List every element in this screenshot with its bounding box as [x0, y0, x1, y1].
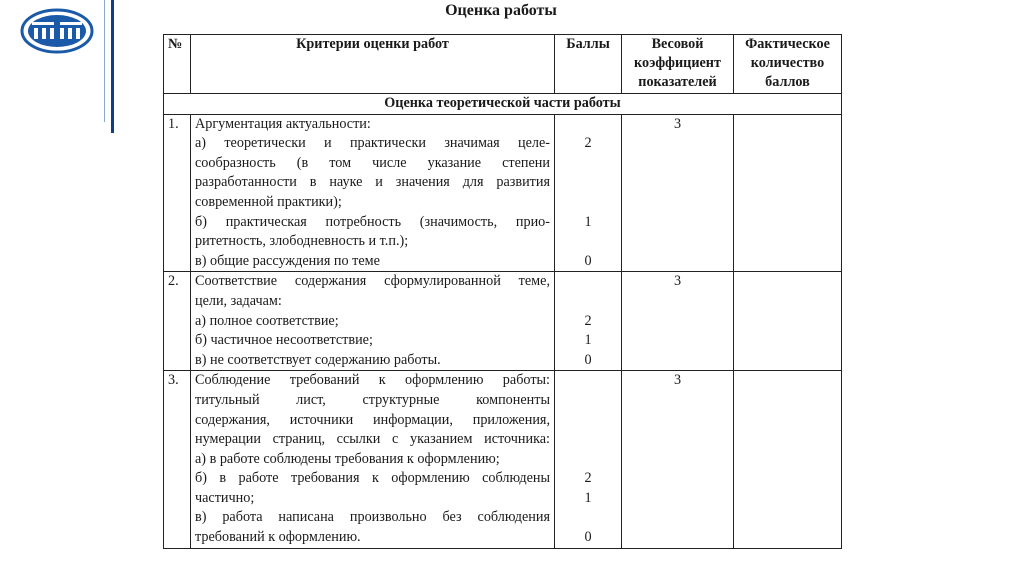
table-row — [164, 272, 842, 371]
criteria-line: а) полное соответствие; — [195, 312, 339, 329]
points-value: 2 — [584, 470, 592, 487]
criteria-line: а) в работе соблюдены требования к оформлению; — [195, 450, 500, 467]
points-value — [559, 232, 617, 252]
points-value — [559, 450, 617, 470]
points-value — [559, 154, 617, 174]
table-row — [164, 114, 842, 272]
criteria-line: Соответствие содержания сформулированной теме, — [195, 273, 550, 290]
criteria-line: б) практическая потребность (значимость, прио- — [195, 213, 550, 230]
row-number: 3. — [164, 371, 191, 548]
points-value: 1 — [584, 489, 592, 506]
criteria-line: ритетность, злободневность и т.п.); — [195, 233, 409, 250]
header-row — [164, 35, 842, 94]
decor-line-thin — [104, 0, 105, 122]
points-value — [559, 193, 617, 213]
points-value: 0 — [584, 252, 592, 269]
criteria-line: в) не соответствует содержанию работы. — [195, 351, 441, 368]
criteria-line: современной практики); — [195, 193, 342, 210]
row-criteria — [191, 272, 555, 371]
row-criteria — [191, 371, 555, 548]
points-value: 1 — [584, 332, 592, 349]
grading-table — [163, 34, 842, 549]
section-title: Оценка теоретической части работы — [164, 94, 842, 115]
points-value — [559, 173, 617, 193]
row-weight: 3 — [622, 114, 734, 272]
row-actual — [734, 114, 842, 272]
points-value: 0 — [584, 529, 592, 546]
row-number: 1. — [164, 114, 191, 272]
section-row — [164, 94, 842, 115]
points-value — [559, 115, 617, 135]
criteria-line: в) работа написана произвольно без соблюдения — [195, 509, 550, 526]
points-value — [559, 272, 617, 292]
points-value: 2 — [584, 135, 592, 152]
points-value — [559, 411, 617, 431]
criteria-line: частично; — [195, 489, 255, 506]
row-points — [555, 114, 622, 272]
header-actual: Фактическое количество баллов — [734, 35, 842, 94]
row-actual — [734, 371, 842, 548]
points-value: 1 — [584, 213, 592, 230]
points-value: 0 — [584, 351, 592, 368]
header-num: № — [164, 35, 191, 94]
criteria-line: Аргументация актуальности: — [195, 115, 371, 132]
criteria-line: разработанности в науке и значения для развития — [195, 174, 550, 191]
points-value — [559, 391, 617, 411]
row-actual — [734, 272, 842, 371]
criteria-line: б) частичное несоответствие; — [195, 332, 373, 349]
criteria-line: содержания, источники информации, приложения, — [195, 411, 550, 428]
criteria-line: титульный лист, структурные компоненты — [195, 391, 550, 408]
points-value — [559, 430, 617, 450]
row-number: 2. — [164, 272, 191, 371]
decor-line — [111, 0, 114, 133]
logo-icon — [20, 8, 94, 54]
criteria-line: нумерации страниц, ссылки с указанием источника: — [195, 431, 550, 448]
points-value — [559, 508, 617, 528]
criteria-line: Соблюдение требований к оформлению работы: — [195, 372, 550, 389]
header-weight: Весовой коэффициент показателей — [622, 35, 734, 94]
points-value — [559, 292, 617, 312]
criteria-line: цели, задачам: — [195, 292, 282, 309]
header-points: Баллы — [555, 35, 622, 94]
row-points — [555, 371, 622, 548]
row-weight: 3 — [622, 371, 734, 548]
criteria-line: б) в работе требования к оформлению соблюдены — [195, 470, 550, 487]
row-points — [555, 272, 622, 371]
row-weight: 3 — [622, 272, 734, 371]
criteria-line: а) теоретически и практически значимая целе- — [195, 135, 550, 152]
points-value — [559, 371, 617, 391]
header-criteria: Критерии оценки работ — [191, 35, 555, 94]
row-criteria — [191, 114, 555, 272]
points-value: 2 — [584, 312, 592, 329]
criteria-line: требований к оформлению. — [195, 529, 361, 546]
table-row — [164, 371, 842, 548]
page-title: Оценка работы — [445, 2, 557, 19]
criteria-line: сообразность (в том числе указание степени — [195, 154, 550, 171]
criteria-line: в) общие рассуждения по теме — [195, 252, 380, 269]
